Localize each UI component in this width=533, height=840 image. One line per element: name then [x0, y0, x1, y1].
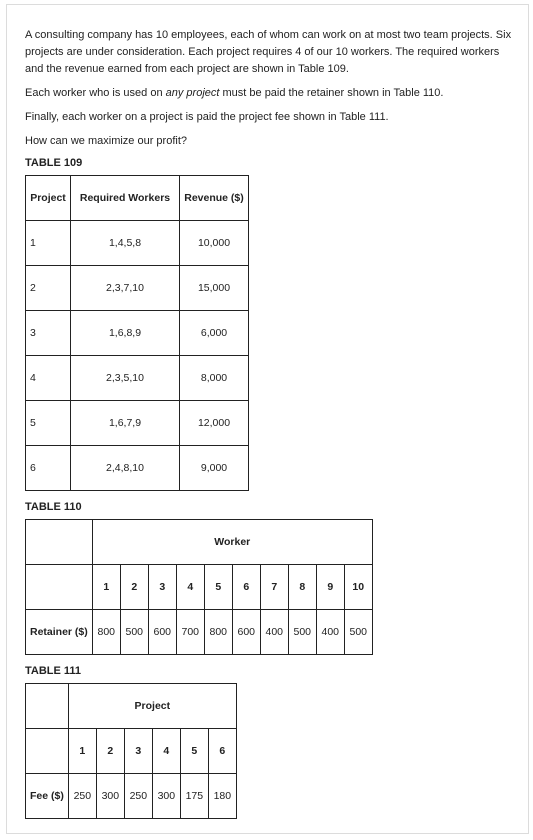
- table-110-value-row: [26, 610, 373, 655]
- worker-number: 5: [204, 565, 232, 610]
- table-row: [26, 356, 249, 401]
- fee-value: 175: [180, 774, 208, 819]
- table-cell: 1,6,7,9: [71, 401, 180, 446]
- table-cell: 10,000: [180, 221, 249, 266]
- table-cell: 2: [26, 266, 71, 311]
- fee-value: 250: [124, 774, 152, 819]
- worker-number: 10: [344, 565, 372, 610]
- table-110-number-row: [26, 565, 373, 610]
- table-row: [26, 446, 249, 491]
- table-111-number-row: [26, 729, 237, 774]
- intro-p2-before: Each worker who is used on: [25, 87, 166, 99]
- table-cell: 6,000: [180, 311, 249, 356]
- table-109-header: Project: [26, 176, 71, 221]
- table-blank-cell: [26, 565, 93, 610]
- worker-number: 8: [288, 565, 316, 610]
- table-cell: 3: [26, 311, 71, 356]
- page-frame: [6, 4, 529, 834]
- retainer-value: 600: [232, 610, 260, 655]
- table-cell: 4: [26, 356, 71, 401]
- table-blank-cell: [26, 729, 69, 774]
- fee-row-label: Fee ($): [26, 774, 69, 819]
- worker-number: 2: [120, 565, 148, 610]
- fee-value: 180: [208, 774, 236, 819]
- table-corner-cell: [26, 520, 93, 565]
- table-109-caption: TABLE 109: [25, 157, 83, 169]
- project-number: 1: [68, 729, 96, 774]
- table-cell: 2,3,7,10: [71, 266, 180, 311]
- table-111-caption: TABLE 111: [25, 665, 82, 677]
- retainer-value: 400: [316, 610, 344, 655]
- table-cell: 9,000: [180, 446, 249, 491]
- retainer-row-label: Retainer ($): [26, 610, 93, 655]
- table-row: [26, 266, 249, 311]
- table-cell: 1: [26, 221, 71, 266]
- worker-number: 7: [260, 565, 288, 610]
- fee-value: 250: [68, 774, 96, 819]
- intro-p2-after: must be paid the retainer shown in Table 110.: [219, 87, 444, 99]
- table-corner-cell: [26, 684, 69, 729]
- table-111-group-row: [26, 684, 237, 729]
- table-109: [25, 175, 249, 491]
- fee-value: 300: [152, 774, 180, 819]
- table-109-header: Revenue ($): [180, 176, 249, 221]
- retainer-value: 500: [288, 610, 316, 655]
- table-cell: 1,6,8,9: [71, 311, 180, 356]
- table-cell: 8,000: [180, 356, 249, 401]
- table-110-caption: TABLE 110: [25, 501, 82, 513]
- table-111: [25, 683, 237, 819]
- table-cell: 2,4,8,10: [71, 446, 180, 491]
- intro-paragraph-2: [25, 85, 515, 102]
- table-row: [26, 401, 249, 446]
- table-111-group-header: Project: [68, 684, 236, 729]
- worker-number: 9: [316, 565, 344, 610]
- retainer-value: 700: [176, 610, 204, 655]
- table-110: [25, 519, 373, 655]
- worker-number: 3: [148, 565, 176, 610]
- project-number: 3: [124, 729, 152, 774]
- retainer-value: 500: [120, 610, 148, 655]
- table-cell: 15,000: [180, 266, 249, 311]
- intro-paragraph-1: A consulting company has 10 employees, each of whom can work on at most two team projects. Six projects are under consideration. Each project requires 4 of our 10 workers. The required workers and the revenue earned from each project are shown in Table 109.: [25, 29, 512, 75]
- worker-number: 6: [232, 565, 260, 610]
- table-110-group-row: [26, 520, 373, 565]
- table-row: [26, 311, 249, 356]
- intro-p2-emphasis: any project: [165, 87, 220, 99]
- table-cell: 5: [26, 401, 71, 446]
- table-cell: 1,4,5,8: [71, 221, 180, 266]
- intro-paragraph-3: Finally, each worker on a project is paid the project fee shown in Table 111.: [25, 111, 389, 123]
- retainer-value: 600: [148, 610, 176, 655]
- table-cell: 12,000: [180, 401, 249, 446]
- table-111-value-row: [26, 774, 237, 819]
- retainer-value: 400: [260, 610, 288, 655]
- table-row: [26, 221, 249, 266]
- retainer-value: 800: [204, 610, 232, 655]
- retainer-value: 500: [344, 610, 372, 655]
- table-cell: 6: [26, 446, 71, 491]
- intro-paragraph-4: How can we maximize our profit?: [25, 135, 188, 147]
- project-number: 2: [96, 729, 124, 774]
- retainer-value: 800: [92, 610, 120, 655]
- table-109-header-row: [26, 176, 249, 221]
- worker-number: 1: [92, 565, 120, 610]
- worker-number: 4: [176, 565, 204, 610]
- project-number: 6: [208, 729, 236, 774]
- table-cell: 2,3,5,10: [71, 356, 180, 401]
- project-number: 4: [152, 729, 180, 774]
- fee-value: 300: [96, 774, 124, 819]
- problem-content: [25, 27, 515, 819]
- project-number: 5: [180, 729, 208, 774]
- table-110-group-header: Worker: [92, 520, 372, 565]
- table-109-header: Required Workers: [71, 176, 180, 221]
